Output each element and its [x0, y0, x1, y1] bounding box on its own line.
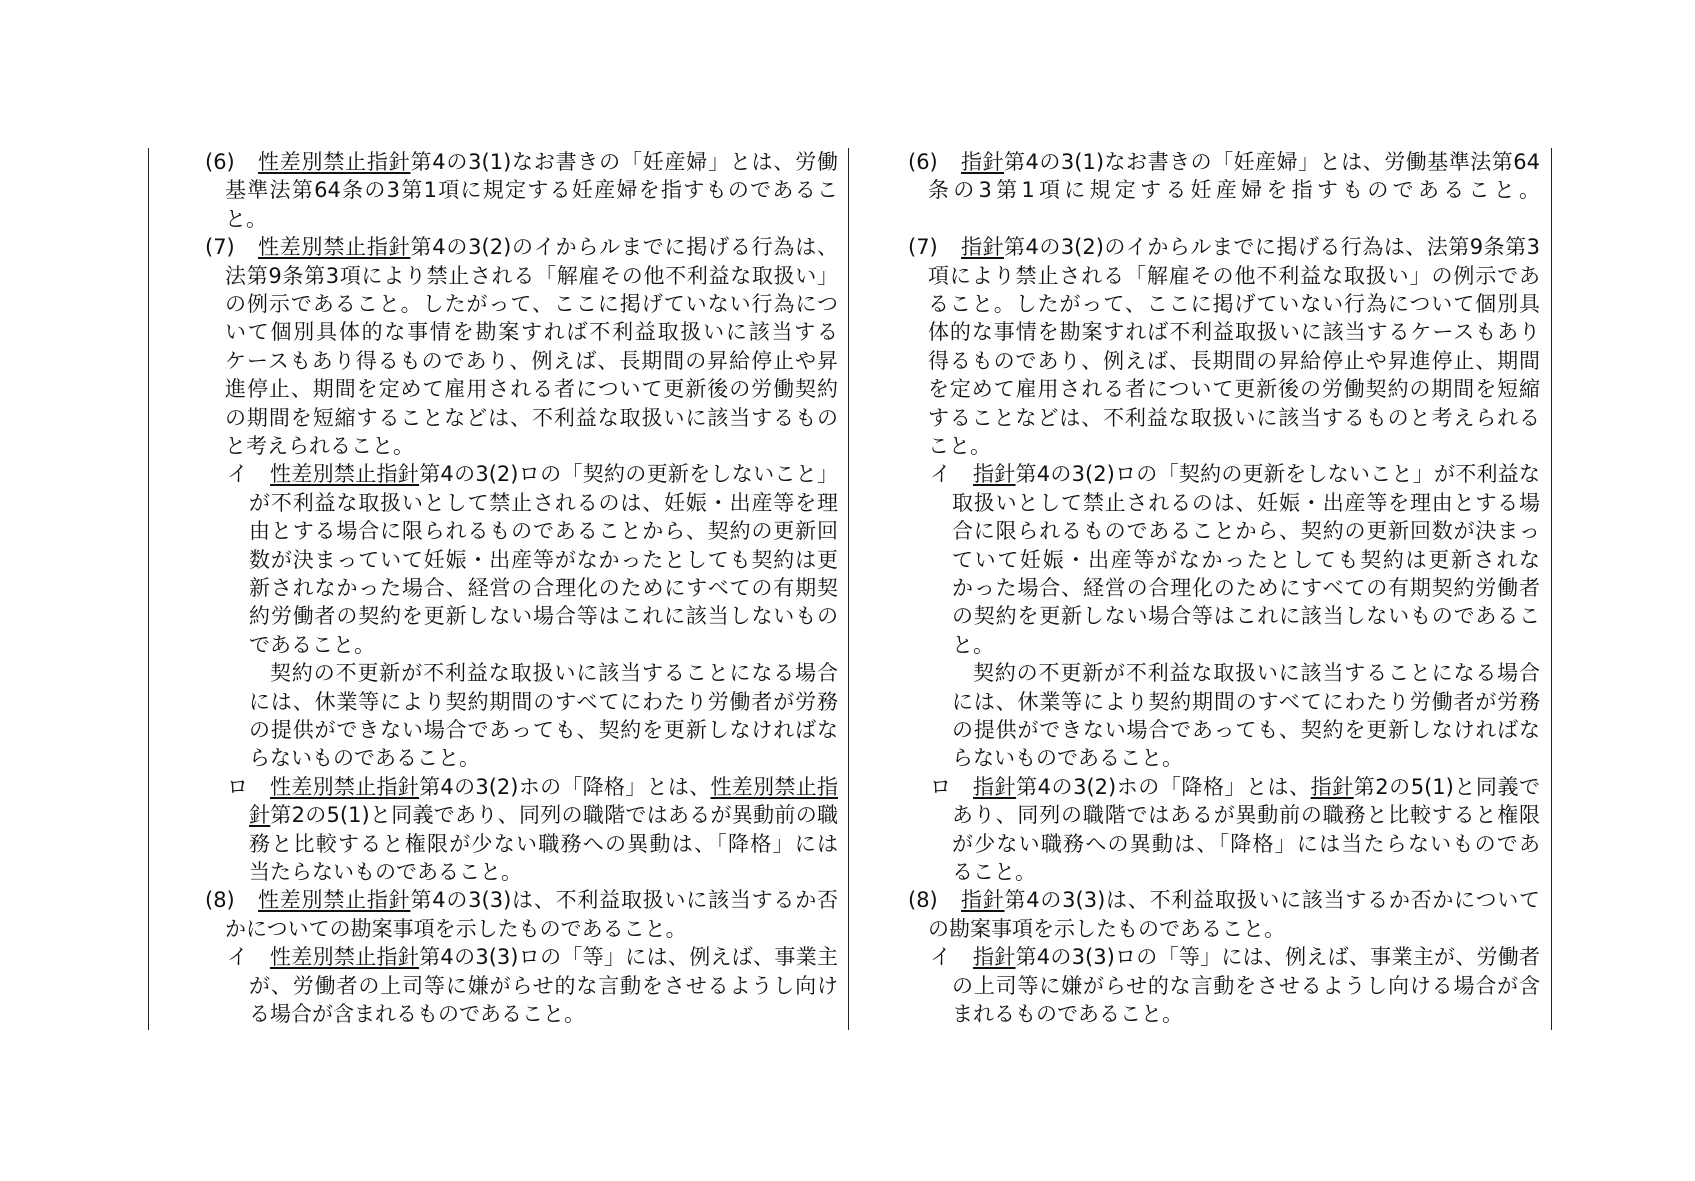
text-line [973, 460, 1540, 488]
text-line [225, 176, 838, 204]
text-line [952, 1000, 1540, 1028]
text-segment: の勘案事項を示したものであること。 [928, 916, 1285, 941]
text-line [952, 546, 1540, 574]
text-segment: であること。 [249, 632, 375, 657]
text-line [249, 631, 838, 659]
text-segment: の提供ができない場合であっても、契約を更新しなければな [952, 718, 1540, 742]
sub-item-label: イ [930, 945, 951, 970]
text-segment: と。 [952, 632, 994, 657]
item-number-label: (7) [908, 235, 938, 260]
text-line [249, 602, 838, 630]
text-segment: らないものであること。 [952, 746, 1183, 771]
text-line [952, 574, 1540, 602]
item-number-label: (8) [205, 888, 235, 913]
text-line [225, 404, 838, 432]
text-segment: と考えられること。 [225, 434, 414, 458]
text-segment: ケースもあり得るものであり、例えば、長期間の昇給停止や昇 [225, 348, 838, 373]
text-segment: 取扱いとして禁止されるのは、妊娠・出産等を理由とする場 [952, 490, 1540, 515]
text-line [928, 290, 1540, 318]
text-segment: 第4の3(1)なお書きの「妊産婦」とは、労働 [410, 150, 838, 174]
underlined-term: 指針 [973, 774, 1017, 799]
text-line [928, 176, 1540, 204]
text-segment: 第2の5(1)と同義で [1353, 774, 1541, 799]
underlined-term: 性差別禁止指針 [270, 462, 420, 487]
text-segment: 当たらないものであること。 [249, 860, 522, 884]
text-line [270, 659, 838, 687]
text-segment: ること。したがって、ここに掲げていない行為について個別具 [928, 292, 1540, 316]
text-segment: 由とする場合に限られるものであることから、契約の更新回 [249, 519, 838, 544]
text-line [225, 205, 838, 233]
text-line [973, 773, 1540, 801]
text-line [249, 574, 838, 602]
underlined-term: 針 [249, 803, 271, 828]
underlined-term: 性差別禁止指針 [258, 150, 411, 174]
text-line [249, 1000, 838, 1028]
underlined-term: 指針 [973, 462, 1016, 487]
text-segment: が、労働者の上司等に嫌がらせ的な言動をさせるようし向け [249, 973, 838, 998]
text-segment: 第4の3(2)ロの「契約の更新をしないこと」 [419, 462, 838, 487]
text-line [973, 659, 1540, 687]
text-line [225, 375, 838, 403]
text-line [952, 517, 1540, 545]
text-segment: 法第9条第3項により禁止される「解雇その他不利益な取扱い」 [225, 263, 838, 288]
text-line [249, 801, 838, 829]
text-segment: の提供ができない場合であっても、契約を更新しなければな [249, 718, 838, 742]
text-segment: 新されなかった場合、経営の合理化のためにすべての有期契 [249, 576, 838, 600]
sub-item-label: ロ [930, 774, 951, 799]
text-segment: が少ない職務への異動は、「降格」には当たらないものであ [952, 831, 1540, 856]
text-segment: 契約の不更新が不利益な取扱いに該当することになる場合 [270, 661, 838, 686]
center-column-divider [848, 148, 849, 1030]
text-line [928, 347, 1540, 375]
underlined-term: 性差別禁止指 [710, 774, 839, 799]
text-line [961, 233, 1540, 261]
text-segment: 契約の不更新が不利益な取扱いに該当することになる場合 [973, 661, 1540, 686]
text-segment: 第4の3(2)ホの「降格」とは、 [1016, 774, 1311, 799]
underlined-term: 指針 [973, 945, 1016, 970]
text-line [225, 915, 838, 943]
text-line [225, 347, 838, 375]
text-segment: 体的な事情を勘案すれば不利益取扱いに該当するケースもあり [928, 320, 1540, 345]
text-line [952, 489, 1540, 517]
text-segment: る場合が含まれるものであること。 [249, 1002, 585, 1026]
text-segment: 第4の3(3)ロの「等」には、例えば、事業主が、労働者 [1015, 945, 1541, 970]
text-segment: 進停止、期間を定めて雇用される者について更新後の労働契約 [225, 377, 838, 402]
underlined-term: 性差別禁止指針 [258, 888, 411, 913]
text-segment: 数が決まっていて妊娠・出産等がなかったとしても契約は更 [249, 547, 838, 572]
text-line [258, 148, 838, 176]
text-line [928, 432, 1540, 460]
text-line [928, 318, 1540, 346]
text-segment: 第4の3(2)ホの「降格」とは、 [419, 774, 711, 799]
underlined-term: 性差別禁止指針 [270, 774, 420, 799]
text-segment: 第4の3(2)ロの「契約の更新をしないこと」が不利益な [1015, 462, 1541, 487]
text-segment: 第4の3(3)ロの「等」には、例えば、事業主 [419, 945, 838, 970]
item-number-label: (8) [908, 888, 938, 913]
text-segment: には、休業等により契約期間のすべてにわたり労働者が労務 [249, 689, 838, 714]
text-line [249, 830, 838, 858]
text-segment: 第4の3(3)は、不利益取扱いに該当するか否かについて [1004, 888, 1541, 913]
text-line [952, 801, 1540, 829]
text-segment: 基準法第64条の3第1項に規定する妊産婦を指すものであるこ [225, 178, 838, 203]
item-number-label: (6) [908, 150, 938, 174]
text-segment: ていて妊娠・出産等がなかったとしても契約は更新されな [952, 547, 1540, 572]
text-line [952, 830, 1540, 858]
text-segment: 条の3第1項に規定する妊産婦を指すものであること。 [928, 178, 1540, 203]
text-segment: の上司等に嫌がらせ的な言動をさせるようし向ける場合が含 [952, 973, 1540, 998]
text-line [249, 744, 838, 772]
text-segment: こと。 [928, 434, 991, 458]
text-line [973, 943, 1540, 971]
item-number-label: (7) [205, 235, 235, 260]
underlined-term: 指針 [1310, 774, 1354, 799]
text-line [270, 943, 838, 971]
text-line [225, 318, 838, 346]
right-column-border [1551, 148, 1552, 1030]
text-line [952, 744, 1540, 772]
text-line [249, 546, 838, 574]
text-segment: 得るものであり、例えば、長期間の昇給停止や昇進停止、期間 [928, 348, 1540, 373]
text-segment: が不利益な取扱いとして禁止されるのは、妊娠・出産等を理 [249, 490, 838, 515]
text-segment: と。 [225, 206, 267, 231]
text-segment: 約労働者の契約を更新しない場合等はこれに該当しないもの [249, 604, 838, 629]
text-line [952, 972, 1540, 1000]
text-line [225, 290, 838, 318]
sub-item-label: イ [930, 462, 951, 487]
text-line [928, 375, 1540, 403]
text-line [928, 404, 1540, 432]
underlined-term: 性差別禁止指針 [258, 235, 411, 260]
text-segment: を定めて雇用される者について更新後の労働契約の期間を短縮 [928, 377, 1540, 402]
text-line [928, 205, 1540, 233]
underlined-term: 指針 [961, 150, 1005, 174]
text-line [249, 716, 838, 744]
text-line [258, 886, 838, 914]
text-line [270, 460, 838, 488]
text-line [928, 262, 1540, 290]
text-segment: かった場合、経営の合理化のためにすべての有期契約労働者 [952, 576, 1540, 600]
text-segment: あり、同列の職階ではあるが異動前の職務と比較すると権限 [952, 803, 1540, 828]
text-line [952, 631, 1540, 659]
text-line [249, 858, 838, 886]
text-line [961, 886, 1540, 914]
text-line [952, 858, 1540, 886]
underlined-term: 性差別禁止指針 [270, 945, 420, 970]
text-line [952, 602, 1540, 630]
underlined-term: 指針 [961, 235, 1004, 260]
sub-item-label: イ [227, 945, 248, 970]
text-line [249, 517, 838, 545]
text-line [249, 972, 838, 1000]
text-segment: ること。 [952, 860, 1036, 884]
item-number-label: (6) [205, 150, 235, 174]
sub-item-label: ロ [227, 774, 248, 799]
left-column-border [148, 148, 149, 1030]
text-segment: いて個別具体的な事情を勘案すれば不利益取扱いに該当する [225, 320, 838, 345]
text-segment: かについての勘案事項を示したものであること。 [225, 916, 687, 941]
text-segment: 第4の3(2)のイからルまでに掲げる行為は、法第9条第3 [1003, 235, 1540, 260]
text-segment: 務と比較すると権限が少ない職務への異動は、「降格」には [249, 831, 838, 856]
text-line [952, 716, 1540, 744]
text-line [225, 432, 838, 460]
text-segment: 第4の3(1)なお書きの「妊産婦」とは、労働基準法第64 [1004, 150, 1540, 174]
text-segment: らないものであること。 [249, 746, 480, 771]
underlined-term: 指針 [961, 888, 1005, 913]
sub-item-label: イ [227, 462, 248, 487]
text-segment: の契約を更新しない場合等はこれに該当しないものであるこ [952, 604, 1540, 629]
text-line [225, 262, 838, 290]
text-line [270, 773, 838, 801]
text-line [952, 688, 1540, 716]
text-segment: 項により禁止される「解雇その他不利益な取扱い」の例示であ [928, 263, 1540, 288]
text-segment: 第4の3(2)のイからルまでに掲げる行為は、 [410, 235, 838, 260]
text-segment: 第4の3(3)は、不利益取扱いに該当するか否 [410, 888, 838, 913]
text-segment: の期間を短縮することなどは、不利益な取扱いに該当するもの [225, 405, 838, 430]
text-line [249, 688, 838, 716]
text-line [961, 148, 1540, 176]
text-segment: まれるものであること。 [952, 1002, 1183, 1026]
text-line [249, 489, 838, 517]
text-segment: の例示であること。したがって、ここに掲げていない行為につ [225, 292, 838, 316]
text-segment: 第2の5(1)と同義であり、同列の職階ではあるが異動前の職 [270, 803, 839, 828]
text-line [928, 915, 1540, 943]
text-segment: することなどは、不利益な取扱いに該当するものと考えられる [928, 405, 1540, 430]
text-segment: には、休業等により契約期間のすべてにわたり労働者が労務 [952, 689, 1540, 714]
text-line [258, 233, 838, 261]
text-segment: 合に限られるものであることから、契約の更新回数が決まっ [952, 519, 1540, 544]
